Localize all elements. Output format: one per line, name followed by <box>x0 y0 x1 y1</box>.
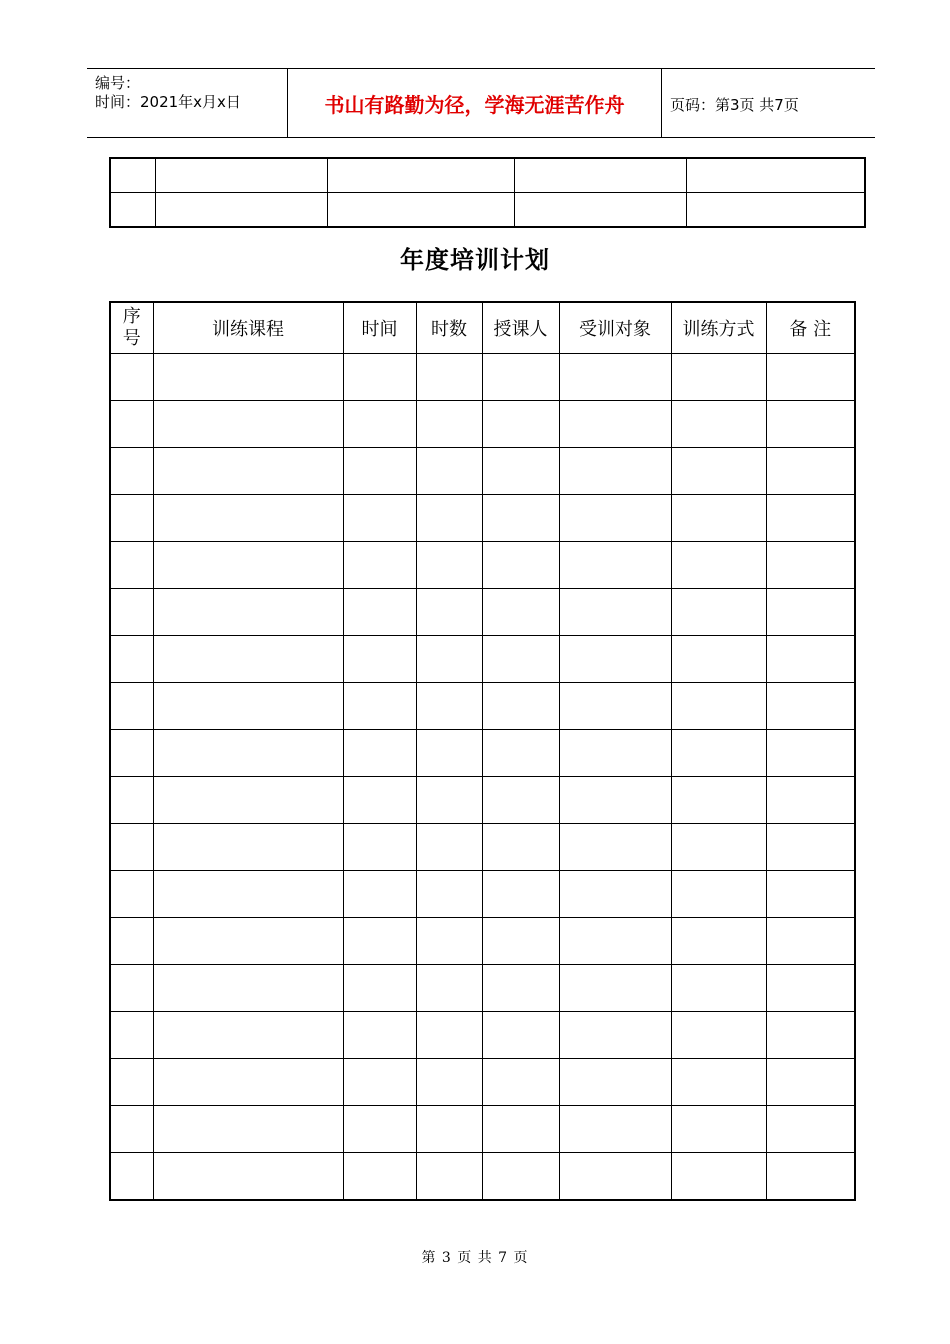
table-row <box>110 636 855 683</box>
table-cell <box>766 824 855 871</box>
table-cell <box>559 683 671 730</box>
table-row <box>110 1012 855 1059</box>
page-footer: 第 3 页 共 7 页 <box>421 1250 529 1266</box>
table-cell <box>514 158 686 193</box>
table-cell <box>343 1059 416 1106</box>
column-header-time: 时间 <box>343 302 416 354</box>
table-cell <box>343 401 416 448</box>
table-row <box>110 777 855 824</box>
table-cell <box>110 589 153 636</box>
table-cell <box>559 495 671 542</box>
table-row <box>110 683 855 730</box>
page-title: 年度培训计划 <box>400 246 550 274</box>
table-cell <box>766 1153 855 1201</box>
table-cell <box>766 965 855 1012</box>
table-cell <box>671 589 766 636</box>
table-cell <box>110 158 155 193</box>
table-row <box>110 495 855 542</box>
table-cell <box>482 1153 559 1201</box>
table-row <box>110 1153 855 1201</box>
table-cell <box>153 777 343 824</box>
table-cell <box>110 965 153 1012</box>
table-cell <box>559 542 671 589</box>
table-row <box>110 354 855 401</box>
table-cell <box>416 401 482 448</box>
table-cell <box>686 158 865 193</box>
table-cell <box>482 1106 559 1153</box>
table-cell <box>153 354 343 401</box>
table-cell <box>766 1106 855 1153</box>
table-cell <box>559 354 671 401</box>
table-cell <box>153 918 343 965</box>
table-cell <box>671 918 766 965</box>
table-cell <box>671 1012 766 1059</box>
table-row <box>110 1106 855 1153</box>
table-cell <box>110 354 153 401</box>
table-cell <box>671 495 766 542</box>
header-motto: 书山有路勤为径，学海无涯苦作舟 <box>324 92 625 117</box>
table-cell <box>671 1059 766 1106</box>
table-cell <box>559 965 671 1012</box>
table-cell <box>110 730 153 777</box>
table-cell <box>110 636 153 683</box>
table-cell <box>559 589 671 636</box>
table-cell <box>671 683 766 730</box>
table-cell <box>559 401 671 448</box>
table-cell <box>671 824 766 871</box>
table-cell <box>766 448 855 495</box>
table-row <box>110 193 865 228</box>
column-header-seq: 序 号 <box>110 302 153 354</box>
table-cell <box>559 730 671 777</box>
table-cell <box>686 193 865 228</box>
table-cell <box>153 824 343 871</box>
table-cell <box>671 871 766 918</box>
table-row <box>110 730 855 777</box>
table-cell <box>110 918 153 965</box>
header-divider <box>661 69 662 137</box>
table-cell <box>559 777 671 824</box>
table-cell <box>110 448 153 495</box>
table-cell <box>153 1106 343 1153</box>
table-cell <box>327 158 514 193</box>
table-cell <box>416 589 482 636</box>
table-cell <box>482 730 559 777</box>
table-cell <box>416 824 482 871</box>
table-cell <box>110 193 155 228</box>
table-cell <box>482 542 559 589</box>
table-cell <box>416 354 482 401</box>
table-cell <box>343 683 416 730</box>
table-cell <box>110 495 153 542</box>
table-cell <box>559 918 671 965</box>
table-cell <box>671 542 766 589</box>
table-cell <box>343 495 416 542</box>
table-cell <box>153 636 343 683</box>
table-cell <box>766 401 855 448</box>
table-cell <box>343 448 416 495</box>
table-cell <box>343 965 416 1012</box>
table-cell <box>766 871 855 918</box>
table-cell <box>343 1106 416 1153</box>
table-cell <box>416 777 482 824</box>
table-row <box>110 871 855 918</box>
table-row <box>110 448 855 495</box>
table-cell <box>766 730 855 777</box>
table-cell <box>671 401 766 448</box>
table-cell <box>482 354 559 401</box>
table-cell <box>671 730 766 777</box>
table-cell <box>671 354 766 401</box>
table-cell <box>153 730 343 777</box>
table-cell <box>110 1106 153 1153</box>
table-cell <box>766 683 855 730</box>
column-header-remarks: 备 注 <box>766 302 855 354</box>
table-row <box>110 589 855 636</box>
table-cell <box>671 448 766 495</box>
training-plan-table <box>109 301 856 1201</box>
table-cell <box>343 824 416 871</box>
table-cell <box>482 636 559 683</box>
table-cell <box>110 401 153 448</box>
table-cell <box>482 918 559 965</box>
table-cell <box>153 589 343 636</box>
table-cell <box>482 495 559 542</box>
table-cell <box>671 965 766 1012</box>
table-cell <box>766 918 855 965</box>
table-cell <box>153 448 343 495</box>
table-cell <box>110 777 153 824</box>
table-cell <box>671 1153 766 1201</box>
table-cell <box>559 1012 671 1059</box>
table-cell <box>559 636 671 683</box>
table-cell <box>416 1012 482 1059</box>
table-cell <box>153 683 343 730</box>
table-cell <box>110 1012 153 1059</box>
table-cell <box>559 1106 671 1153</box>
table-cell <box>155 193 327 228</box>
table-cell <box>110 1153 153 1201</box>
table-cell <box>416 871 482 918</box>
table-cell <box>153 495 343 542</box>
table-cell <box>559 871 671 918</box>
table-row <box>110 965 855 1012</box>
table-cell <box>155 158 327 193</box>
table-row <box>110 542 855 589</box>
table-row <box>110 401 855 448</box>
column-header-trainees: 受训对象 <box>559 302 671 354</box>
table-cell <box>110 824 153 871</box>
table-cell <box>110 683 153 730</box>
table-cell <box>416 495 482 542</box>
table-cell <box>153 1153 343 1201</box>
table-cell <box>766 1012 855 1059</box>
column-header-hours: 时数 <box>416 302 482 354</box>
table-cell <box>343 636 416 683</box>
table-cell <box>110 871 153 918</box>
table-row <box>110 824 855 871</box>
table-cell <box>482 448 559 495</box>
table-cell <box>416 1153 482 1201</box>
table-cell <box>343 918 416 965</box>
table-cell <box>153 871 343 918</box>
table-cell <box>482 1059 559 1106</box>
table-cell <box>766 1059 855 1106</box>
table-cell <box>343 1012 416 1059</box>
table-cell <box>343 354 416 401</box>
table-cell <box>153 542 343 589</box>
table-cell <box>482 401 559 448</box>
table-cell <box>559 1059 671 1106</box>
table-cell <box>766 636 855 683</box>
table-cell <box>343 589 416 636</box>
column-header-course: 训练课程 <box>153 302 343 354</box>
table-cell <box>416 448 482 495</box>
table-cell <box>110 1059 153 1106</box>
table-cell <box>514 193 686 228</box>
table-cell <box>327 193 514 228</box>
table-cell <box>343 1153 416 1201</box>
table-cell <box>766 777 855 824</box>
table-row <box>110 158 865 193</box>
table-cell <box>416 918 482 965</box>
table-cell <box>416 636 482 683</box>
table-cell <box>482 777 559 824</box>
table-cell <box>153 965 343 1012</box>
table-cell <box>482 683 559 730</box>
table-cell <box>482 589 559 636</box>
table-cell <box>559 824 671 871</box>
table-cell <box>482 824 559 871</box>
table-cell <box>671 1106 766 1153</box>
table-row <box>110 1059 855 1106</box>
table-cell <box>153 1012 343 1059</box>
table-cell <box>766 495 855 542</box>
table-cell <box>482 965 559 1012</box>
table-cell <box>766 589 855 636</box>
table-cell <box>416 542 482 589</box>
table-header-row <box>110 302 855 354</box>
table-cell <box>153 401 343 448</box>
table-cell <box>153 1059 343 1106</box>
table-cell <box>671 777 766 824</box>
table-cell <box>343 777 416 824</box>
table-cell <box>110 542 153 589</box>
table-cell <box>416 1106 482 1153</box>
column-header-instructor: 授课人 <box>482 302 559 354</box>
document-date-label: 时间：2021年x月x日 <box>95 93 241 111</box>
table-cell <box>559 1153 671 1201</box>
table-cell <box>482 871 559 918</box>
table-cell <box>343 871 416 918</box>
table-cell <box>416 683 482 730</box>
table-cell <box>766 542 855 589</box>
table-cell <box>416 730 482 777</box>
previous-table-continuation <box>109 157 866 228</box>
table-cell <box>343 542 416 589</box>
table-cell <box>343 730 416 777</box>
table-cell <box>671 636 766 683</box>
table-cell <box>766 354 855 401</box>
document-number-label: 编号： <box>95 74 141 92</box>
table-cell <box>416 965 482 1012</box>
table-cell <box>416 1059 482 1106</box>
table-cell <box>559 448 671 495</box>
page-header <box>87 68 875 138</box>
column-header-method: 训练方式 <box>671 302 766 354</box>
header-page-info: 页码：第3页 共7页 <box>670 96 799 114</box>
table-cell <box>482 1012 559 1059</box>
table-row <box>110 918 855 965</box>
